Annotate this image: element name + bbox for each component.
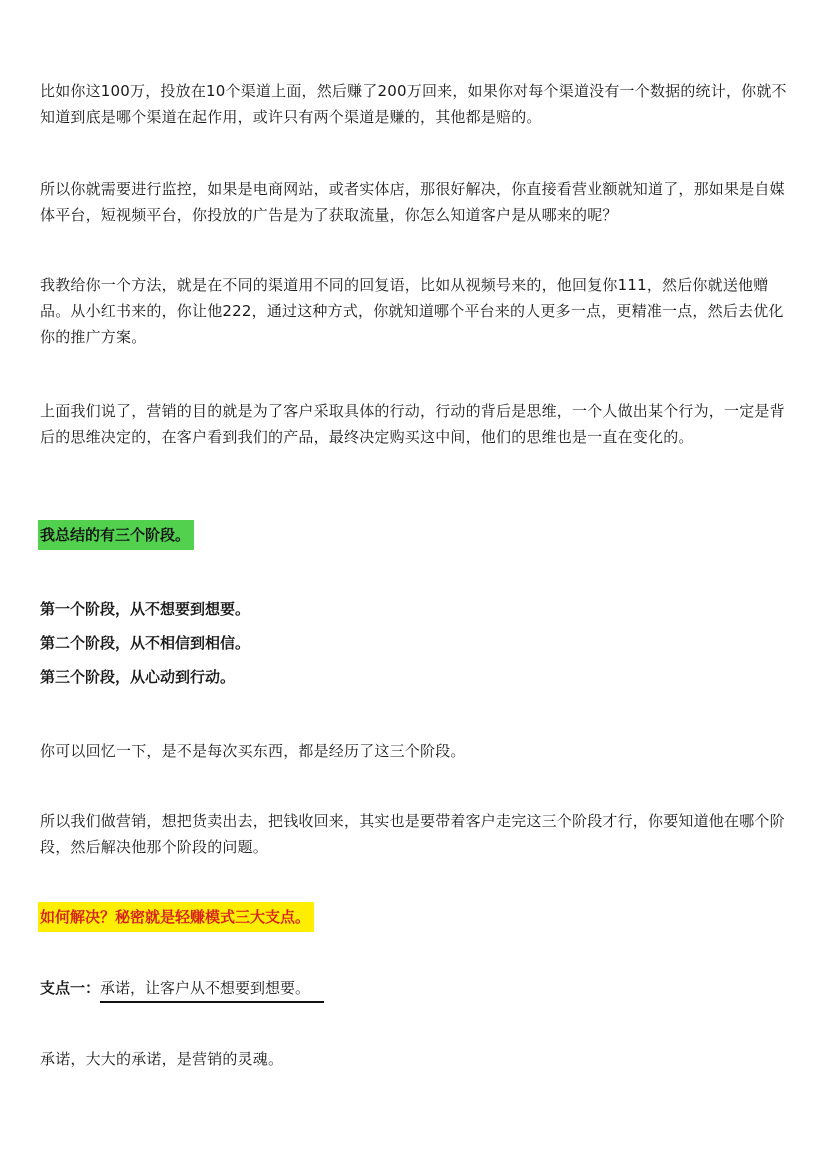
fulcrum-one-label: 支点一： bbox=[40, 979, 101, 997]
paragraph-channel-tracking: 比如你这100万，投放在10个渠道上面，然后赚了200万回来，如果你对每个渠道没有一个数据的统计，你就不知道到底是哪个渠道在起作用，或许只有两个渠道是赚的，其他都是赔的。 bbox=[40, 82, 787, 126]
highlight-three-stages: 我总结的有三个阶段。 bbox=[38, 520, 194, 550]
fulcrum-one bbox=[40, 975, 324, 1003]
stage-one: 第一个阶段，从不想要到想要。 bbox=[40, 600, 251, 618]
paragraph-reply-method: 我教给你一个方法，就是在不同的渠道用不同的回复语，比如从视频号来的，他回复你111，然后你就送他赠品。从小红书来的，你让他222，通过这种方式，你就知道哪个平台来的人更多一点，更精准一点，然后去优化你的推广方案。 bbox=[40, 276, 784, 346]
paragraph-recall: 你可以回忆一下，是不是每次买东西，都是经历了这三个阶段。 bbox=[40, 742, 466, 760]
paragraph-monitoring: 所以你就需要进行监控，如果是电商网站，或者实体店，那很好解决，你直接看营业额就知道了，那如果是自媒体平台，短视频平台，你投放的广告是为了获取流量，你怎么知道客户是从哪来的呢？ bbox=[40, 180, 785, 224]
highlight-secret: 如何解决？秘密就是轻赚模式三大支点。 bbox=[38, 902, 314, 932]
paragraph-marketing-goal: 上面我们说了，营销的目的就是为了客户采取具体的行动，行动的背后是思维，一个人做出某个行为，一定是背后的思维决定的，在客户看到我们的产品，最终决定购买这中间，他们的思维也是一直在变化的。 bbox=[40, 402, 785, 446]
paragraph-promise: 承诺，大大的承诺，是营销的灵魂。 bbox=[40, 1050, 284, 1068]
stage-three: 第三个阶段，从心动到行动。 bbox=[40, 668, 236, 686]
paragraph-three-stages-marketing: 所以我们做营销，想把货卖出去，把钱收回来，其实也是要带着客户走完这三个阶段才行，你要知道他在哪个阶段，然后解决他那个阶段的问题。 bbox=[40, 812, 785, 856]
fulcrum-one-text: 承诺，让客户从不想要到想要。 bbox=[100, 977, 324, 1003]
stage-two: 第二个阶段，从不相信到相信。 bbox=[40, 634, 251, 652]
